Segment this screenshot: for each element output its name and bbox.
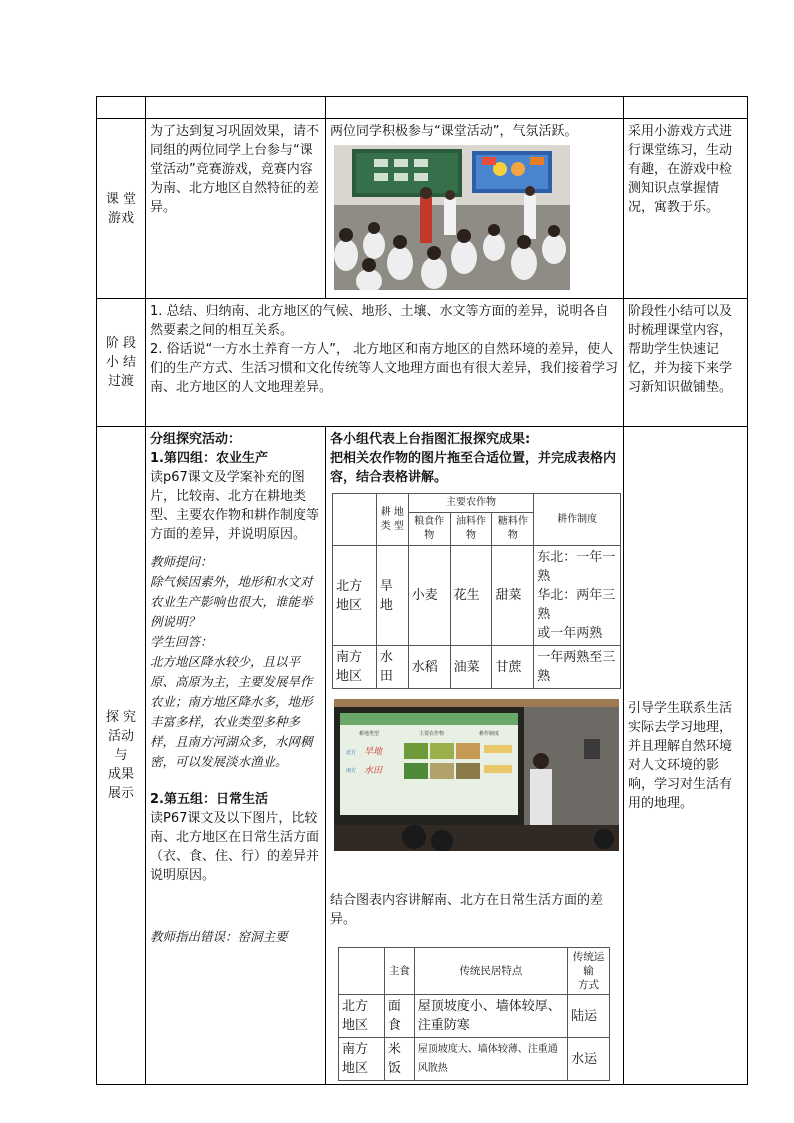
- summary-cell: 1. 总结、归纳南、北方地区的气候、地形、土壤、水文等方面的差异，说明各自然要素之间的相互关系。 2. 俗话说“一方水土养育一方人”， 北方地区和南方地区的自然环境的差异，使人们的生产方式、生活习惯和文化传统等人文地理方面也有很大差异，我们接着学习南、北方地区的人文地理差异。: [146, 299, 624, 427]
- stage-cell: 阶 段 小 结 过渡: [97, 299, 146, 427]
- screen-label: 北方: [346, 750, 357, 756]
- row-summary: [97, 299, 748, 427]
- stage-cell: 探 究 活动 与 成果 展示: [97, 427, 146, 1085]
- screen-label: 耕作制度: [479, 731, 500, 737]
- design-intent-cell: 引导学生联系生活实际去学习地理，并且理解自然环境对人文环境的影响，学习对生活有用的地理。: [624, 427, 748, 1085]
- screen-label: 南方: [346, 768, 357, 774]
- table-row: 北方地区 旱地 小麦 花生 甜菜 东北：一年一熟 华北：两年三熟 或一年两熟: [333, 546, 621, 646]
- screen-label: 耕地类型: [359, 731, 380, 737]
- teacher-activity-cell: 分组探究活动： 1.第四组：农业生产 读p67课文及学案补充的图片，比较南、北方在耕地类型、主要农作物和耕作制度等方面的差异，并说明原因。 教师提问： 除气候因素外，地形和水文对农业生产影响也很大，谁能举例说明？ 学生回答： 北方地区降水较少，且以平原、高原为主，主要发展旱作农业；南方地区降水多，地形丰富多样，农业类型多种多样，且南方河湖众多，水网稠密，可以发展淡水渔业。 2.第五组：日常生活 读P67课文及以下图片，比较南、北方地区在日常生活方面（衣、食、住、行）的差异并说明原因。 教师指出错误：窑洞主要: [146, 427, 326, 1085]
- presentation-photo: [334, 699, 619, 851]
- student-activity-cell: 各小组代表上台指图汇报探究成果: 把相关农作物的图片拖至合适位置，并完成表格内容，结合表格讲解。 耕 地 类 型 主要农作物 耕作制度 粮食作物 油料作物 糖料作物 北方地区 旱地 小麦 花生 甜菜 东北：一年一熟 华北：两年三熟 或一年两熟 南方地区 水田 水稻 油菜 甘蔗 一年两熟至三熟 耕地类型 主要农作物 耕作制度 北方 南方 旱地 水田 结合图表内容讲解南、北方在日常生活方面的差异。 主食 传统民居特点 传统运输 方式 北方地区 面食 屋顶坡度小、墙体较厚、注重防寒 陆运 南方地区 米饭 屋顶坡度大、墙体较薄、注重通风散热 水运: [326, 427, 624, 1085]
- daily-life-table: 主食 传统民居特点 传统运输 方式 北方地区 面食 屋顶坡度小、墙体较厚、注重防寒 陆运 南方地区 米饭 屋顶坡度大、墙体较薄、注重通风散热 水运: [338, 947, 610, 1081]
- table-row: 南方地区 水田 水稻 油菜 甘蔗 一年两熟至三熟: [333, 646, 621, 689]
- stage-cell: 课 堂 游戏: [97, 119, 146, 299]
- table-row: 北方地区 面食 屋顶坡度小、墙体较厚、注重防寒 陆运: [339, 995, 610, 1038]
- screen-label: 主要农作物: [419, 731, 445, 737]
- lesson-plan-table: [96, 96, 748, 1085]
- student-activity-cell: 两位同学积极参与“课堂活动”，气氛活跃。: [326, 119, 624, 299]
- row-inquiry: [97, 427, 748, 1085]
- row-class-game: [97, 119, 748, 299]
- table-row: 南方地区 米饭 屋顶坡度大、墙体较薄、注重通风散热 水运: [339, 1038, 610, 1081]
- design-intent-cell: 采用小游戏方式进行课堂练习，生动有趣，在游戏中检测知识点掌握情况，寓教于乐。: [624, 119, 748, 299]
- header-row: [97, 97, 748, 119]
- classroom-game-photo: [334, 145, 570, 290]
- teacher-activity-cell: 为了达到复习巩固效果，请不同组的两位同学上台参与“课堂活动”竞赛游戏，竞赛内容为南、北方地区自然特征的差异。: [146, 119, 326, 299]
- design-intent-cell: 阶段性小结可以及时梳理课堂内容，帮助学生快速记忆，并为接下来学习新知识做铺垫。: [624, 299, 748, 427]
- screen-label: 水田: [364, 766, 383, 776]
- agriculture-table: 耕 地 类 型 主要农作物 耕作制度 粮食作物 油料作物 糖料作物 北方地区 旱地 小麦 花生 甜菜 东北：一年一熟 华北：两年三熟 或一年两熟 南方地区 水田 水稻 油菜 甘蔗 一年两熟至三熟: [332, 493, 621, 689]
- screen-label: 旱地: [364, 747, 383, 757]
